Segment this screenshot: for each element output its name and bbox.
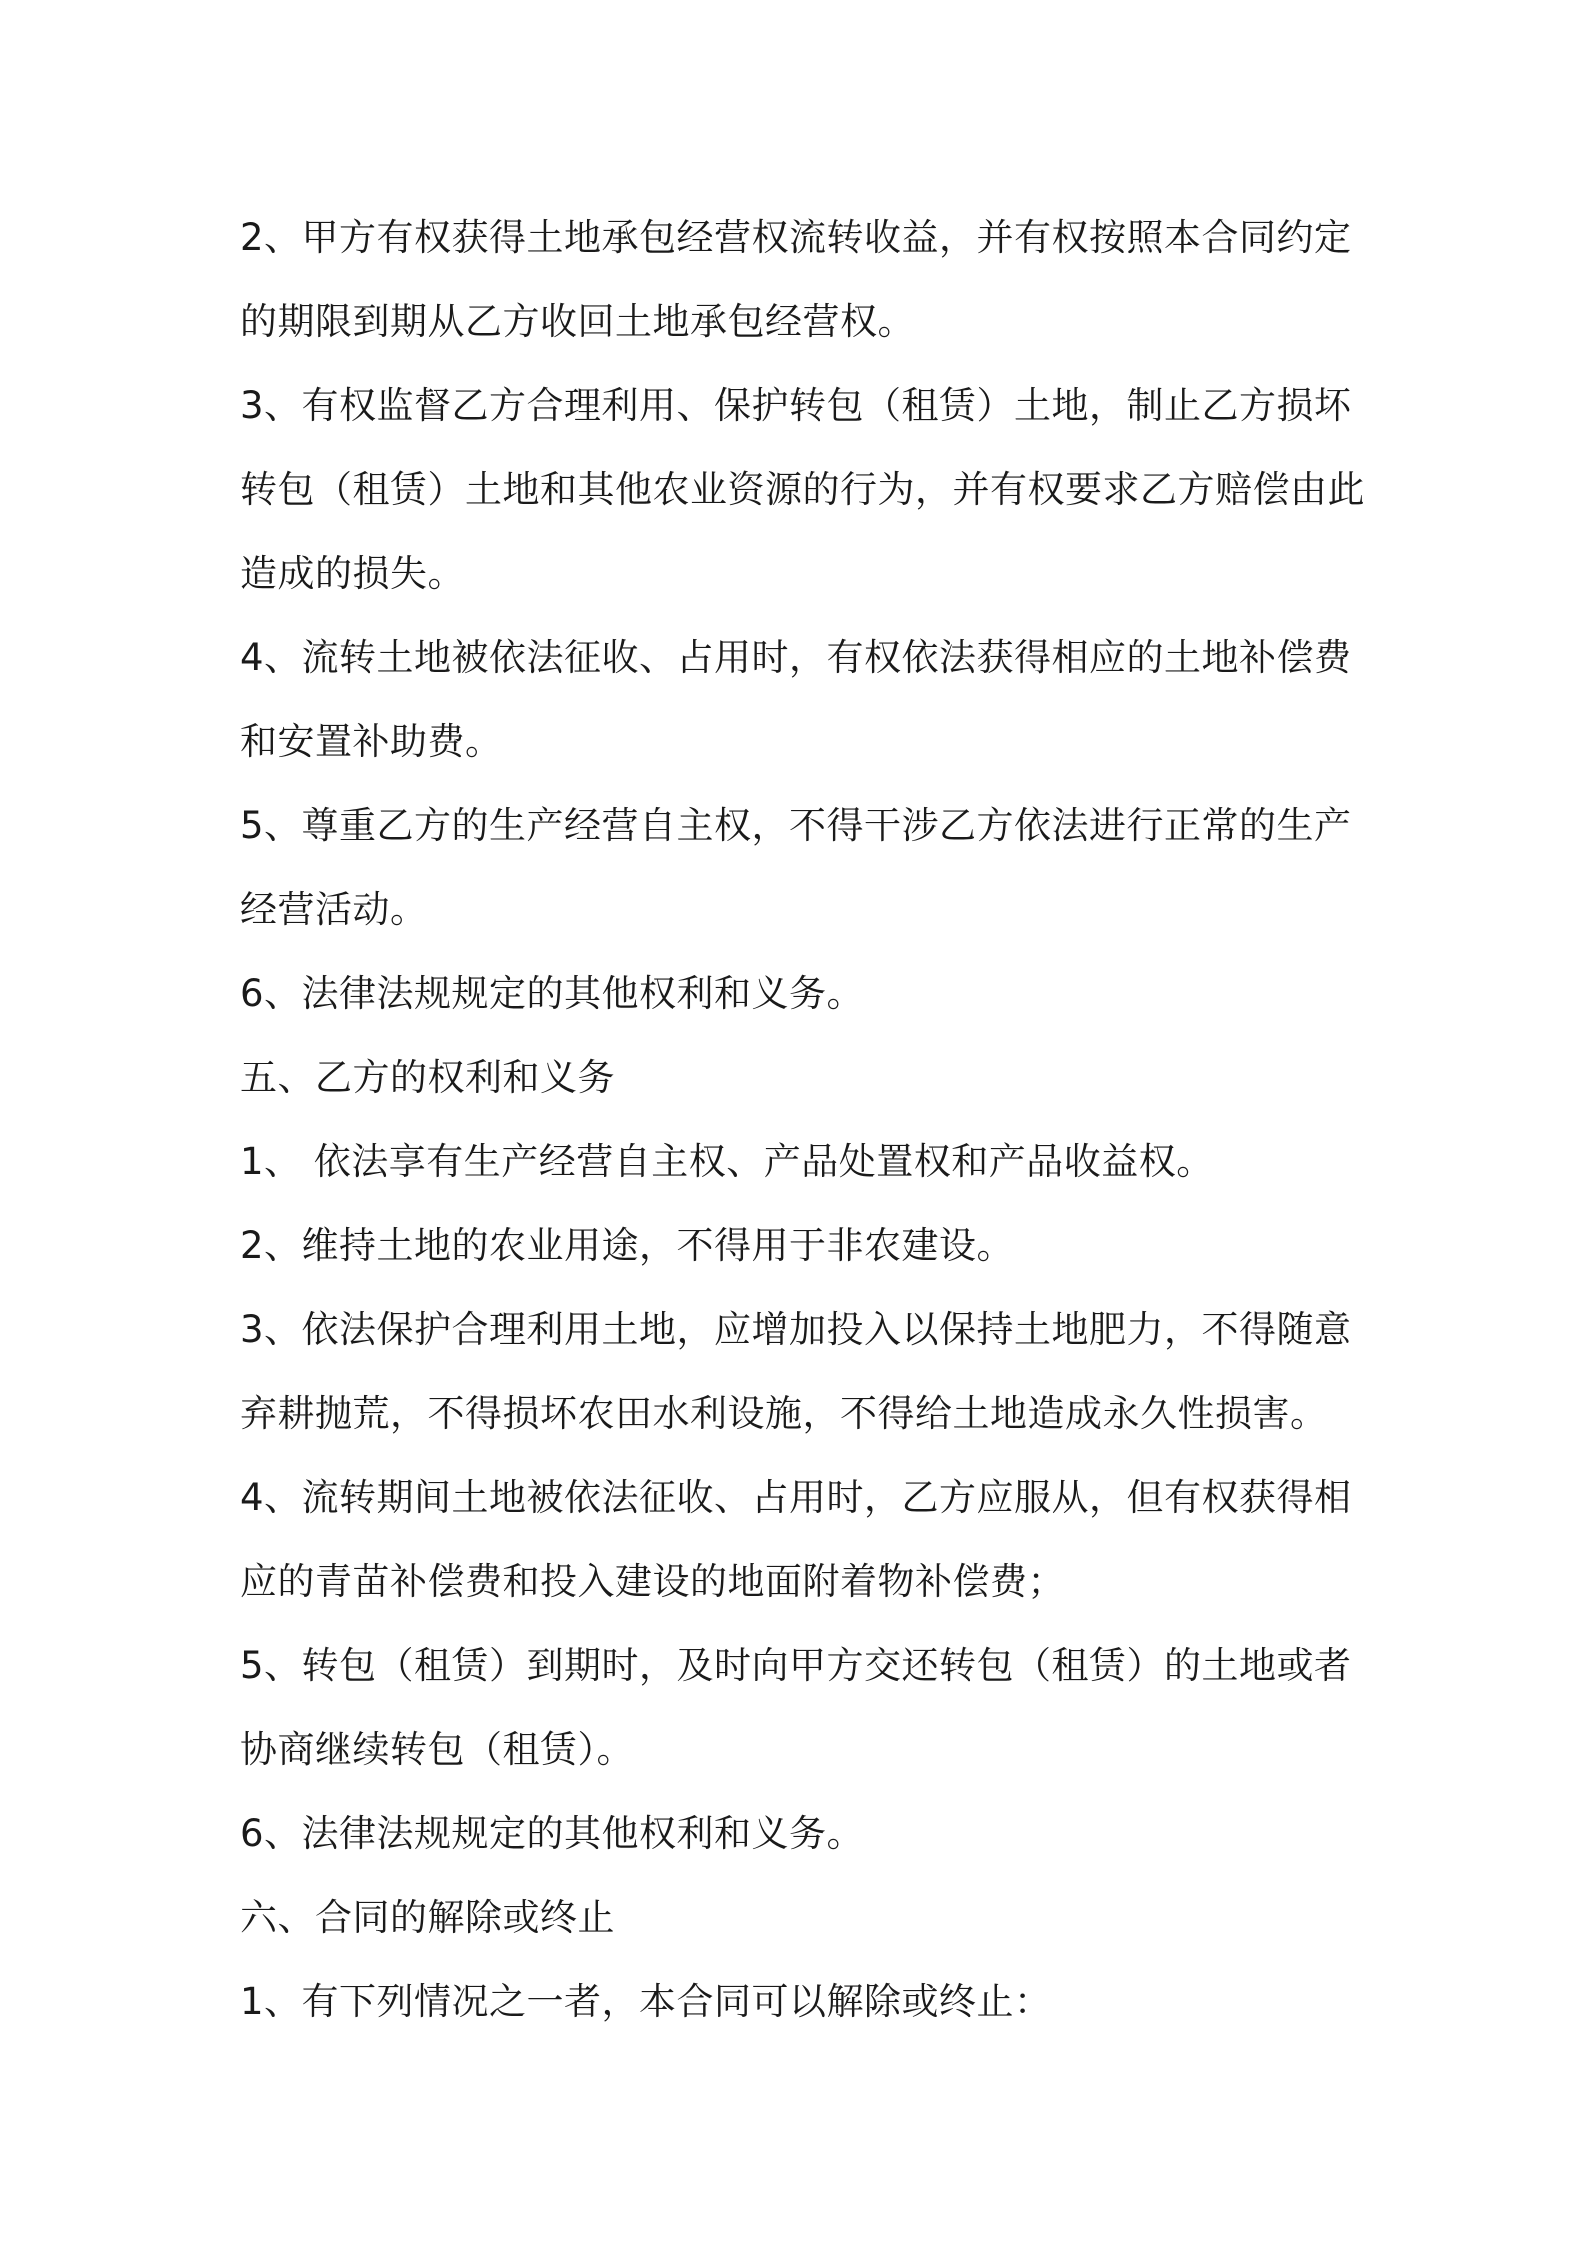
text-line: 造成的损失。 xyxy=(240,552,465,595)
text-line: 5、尊重乙方的生产经营自主权，不得干涉乙方依法进行正常的生产 xyxy=(240,804,1352,847)
text-line: 3、有权监督乙方合理利用、保护转包（租赁）土地，制止乙方损坏 xyxy=(240,384,1352,427)
text-line: 和安置补助费。 xyxy=(240,720,503,763)
text-line: 5、转包（租赁）到期时，及时向甲方交还转包（租赁）的土地或者 xyxy=(240,1644,1352,1687)
text-line: 6、法律法规规定的其他权利和义务。 xyxy=(240,972,865,1015)
text-line: 1、 依法享有生产经营自主权、产品处置权和产品收益权。 xyxy=(240,1140,1214,1183)
text-line: 转包（租赁）土地和其他农业资源的行为，并有权要求乙方赔偿由此 xyxy=(240,468,1365,511)
text-line: 弃耕抛荒，不得损坏农田水利设施，不得给土地造成永久性损害。 xyxy=(240,1392,1328,1435)
text-line: 4、流转期间土地被依法征收、占用时，乙方应服从，但有权获得相 xyxy=(240,1476,1352,1519)
text-line: 1、有下列情况之一者，本合同可以解除或终止： xyxy=(240,1980,1052,2023)
document-body xyxy=(240,196,1365,2044)
text-line: 4、流转土地被依法征收、占用时，有权依法获得相应的土地补偿费 xyxy=(240,636,1352,679)
section-heading: 五、乙方的权利和义务 xyxy=(240,1056,615,1099)
text-line: 2、甲方有权获得土地承包经营权流转收益，并有权按照本合同约定 xyxy=(240,216,1352,259)
text-line: 应的青苗补偿费和投入建设的地面附着物补偿费； xyxy=(240,1560,1065,1603)
text-line: 的期限到期从乙方收回土地承包经营权。 xyxy=(240,300,915,343)
text-line: 3、依法保护合理利用土地，应增加投入以保持土地肥力，不得随意 xyxy=(240,1308,1352,1351)
section-heading: 六、合同的解除或终止 xyxy=(240,1896,615,1939)
text-line: 2、维持土地的农业用途，不得用于非农建设。 xyxy=(240,1224,1015,1267)
text-line: 协商继续转包（租赁）。 xyxy=(240,1728,634,1771)
text-line: 经营活动。 xyxy=(240,888,428,931)
text-line: 6、法律法规规定的其他权利和义务。 xyxy=(240,1812,865,1855)
